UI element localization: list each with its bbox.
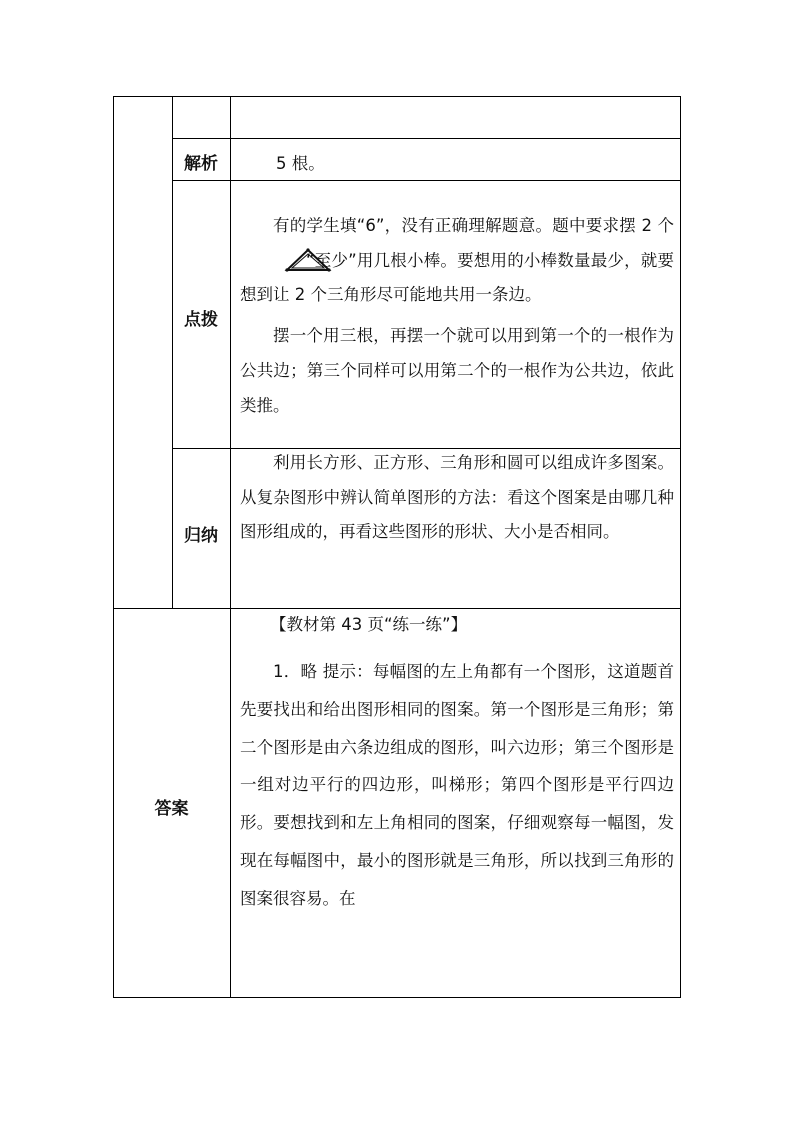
column-divider [230,96,231,998]
dianbo-text-b: “至少”用几根小棒。要想用的小棒数量最少，就要想到让 2 个三角形尽可能地共用一条边。 [240,250,674,305]
jiexi-answer: 5 根。 [276,154,325,173]
table-border-bottom [113,997,681,998]
daan-paragraph: 1．略 提示：每幅图的左上角都有一个图形，这道题首先要找出和给出图形相同的图案。第一个图形是三角形；第二个图形是由六条边组成的图形，叫六边形；第三个图形是一组对边平行的四边形，叫梯形；第四个图形是平行四边形。要想找到和左上角相同的图案，仔细观察每一幅图，发现在每幅图中，最小的图形就是三角形，所以找到三角形的图案很容易。在 [240,662,674,908]
triangle-figure-icon [250,247,300,273]
dianbo-text-a: 有的学生填“6”，没有正确理解题意。题中要求摆 2 个 [273,216,674,235]
table-border-right [680,96,681,998]
dianbo-content [240,209,674,423]
daan-content [240,653,674,918]
table-border-left [113,96,114,998]
dianbo-paragraph-2: 摆一个用三根，再摆一个就可以用到第一个的一根作为公共边；第三个同样可以用第二个的一根作为公共边，依此类推。 [240,326,674,415]
row-label-jiexi: 解析 [184,154,218,174]
row-label-guina: 归纳 [184,526,218,546]
row-divider [172,180,681,181]
row-divider [113,608,681,609]
row-divider [172,138,681,139]
table-border-top [113,96,681,97]
daan-heading: 【教材第 43 页“练一练”】 [270,615,468,634]
row-label-dianbo: 点拨 [184,310,218,330]
guina-paragraph: 利用长方形、正方形、三角形和圆可以组成许多图案。从复杂图形中辨认简单图形的方法：看这个图案是由哪几种图形组成的，再看这些图形的形状、大小是否相同。 [240,453,674,542]
dianbo-paragraph-1 [240,209,674,313]
guina-content [240,446,674,550]
row-label-daan: 答案 [154,799,189,819]
